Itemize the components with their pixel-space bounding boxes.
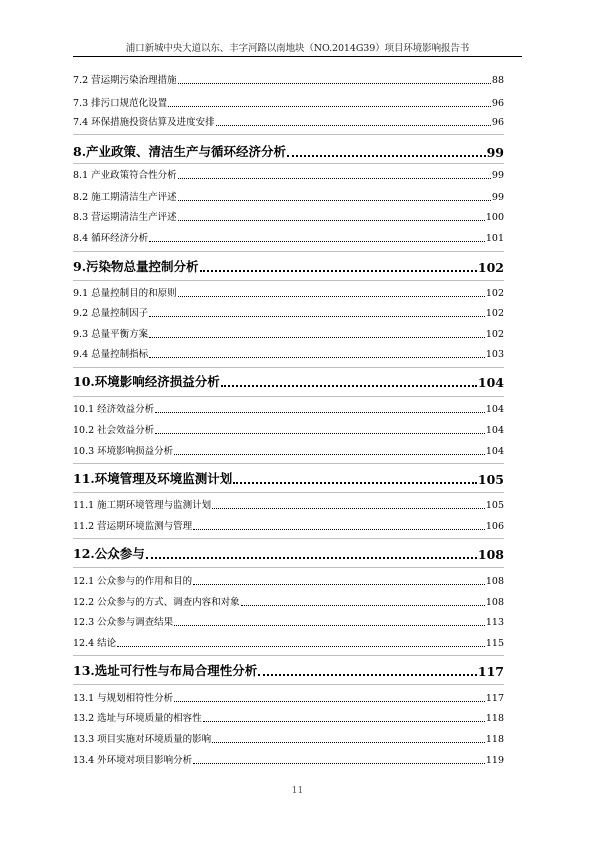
toc-entry[interactable] [73, 230, 504, 244]
toc-entry-page: 102 [485, 329, 504, 340]
toc-entry[interactable] [73, 346, 504, 360]
toc-entry-title: 8.3 营运期清洁生产评述 [73, 212, 177, 223]
toc-entry[interactable] [73, 614, 504, 628]
running-header: 浦口新城中央大道以东、丰字河路以南地块（NO.2014G39）项目环境影响报告书 [125, 43, 470, 54]
chapter-separator [73, 567, 504, 568]
toc-leader [287, 152, 486, 157]
toc-entry-page: 104 [485, 446, 504, 457]
toc-entry-title: 13.3 项目实施对环境质量的影响 [73, 734, 212, 745]
toc-entry[interactable] [73, 443, 504, 457]
toc-entry-title: 7.4 环保措施投资估算及进度安排 [73, 117, 215, 128]
toc-entry-page: 102 [485, 288, 504, 299]
toc-leader [149, 355, 485, 358]
toc-leader [178, 81, 491, 84]
toc-entry-title: 12.3 公众参与调查结果 [73, 617, 174, 628]
toc-leader [203, 719, 485, 722]
toc-leader [193, 761, 485, 764]
page-number: 11 [291, 786, 304, 796]
chapter-separator [73, 251, 504, 252]
toc-chapter[interactable] [73, 469, 504, 487]
chapter-separator [73, 492, 504, 493]
toc-entry[interactable] [73, 690, 504, 704]
toc-chapter[interactable] [73, 142, 504, 160]
toc-entry-page: 99 [491, 192, 504, 203]
toc-entry-title: 8.2 施工期清洁生产评述 [73, 192, 177, 203]
toc-entry[interactable] [73, 326, 504, 340]
toc-leader [155, 410, 485, 413]
toc-leader [174, 623, 485, 626]
toc-chapter-page: 105 [477, 472, 504, 487]
toc-leader [212, 506, 485, 509]
toc-chapter[interactable] [73, 372, 504, 390]
toc-entry-title: 8.1 产业政策符合性分析 [73, 170, 177, 181]
toc-entry-page: 104 [485, 404, 504, 415]
toc-leader [216, 123, 491, 126]
toc-chapter-title: 12.公众参与 [73, 546, 145, 561]
toc-entry-page: 104 [485, 425, 504, 436]
toc-entry-page: 119 [485, 755, 504, 766]
toc-chapter[interactable] [73, 544, 504, 562]
toc-leader [174, 452, 485, 455]
toc-entry-title: 10.1 经济效益分析 [73, 404, 155, 415]
toc-entry-page: 118 [485, 713, 504, 724]
toc-entry-title: 12.4 结论 [73, 638, 117, 649]
toc-entry-title: 7.3 排污口规范化设置 [73, 98, 168, 109]
toc-chapter-page: 117 [477, 664, 504, 679]
toc-entry-title: 12.2 公众参与的方式、调查内容和对象 [73, 597, 240, 608]
toc-entry-title: 9.3 总量平衡方案 [73, 329, 149, 340]
toc-entry-title: 8.4 循环经济分析 [73, 233, 149, 244]
toc-entry[interactable] [73, 497, 504, 511]
toc-entry-page: 108 [485, 576, 504, 587]
toc-entry-title: 13.2 选址与环境质量的相容性 [73, 713, 202, 724]
toc-entry[interactable] [73, 573, 504, 587]
toc-entry[interactable] [73, 710, 504, 724]
toc-entry-title: 10.2 社会效益分析 [73, 425, 155, 436]
toc-leader [117, 644, 485, 647]
toc-leader [221, 382, 477, 387]
toc-entry-title: 9.1 总量控制目的和原则 [73, 288, 177, 299]
toc-entry-page: 105 [485, 500, 504, 511]
toc-chapter-title: 9.污染物总量控制分析 [73, 259, 199, 274]
toc-leader [149, 314, 485, 317]
chapter-separator [73, 367, 504, 368]
chapter-separator [73, 163, 504, 164]
toc-entry-title: 9.4 总量控制指标 [73, 349, 149, 360]
toc-entry-title: 11.1 施工期环境管理与监测计划 [73, 500, 212, 511]
chapter-separator [73, 280, 504, 281]
toc-chapter-title: 13.选址可行性与布局合理性分析 [73, 663, 258, 678]
toc-entry[interactable] [73, 422, 504, 436]
toc-chapter-page: 104 [477, 375, 504, 390]
toc-entry[interactable] [73, 635, 504, 649]
toc-entry-page: 102 [485, 308, 504, 319]
toc-entry[interactable] [73, 518, 504, 532]
toc-leader [146, 554, 477, 559]
toc-entry-title: 10.3 环境影响损益分析 [73, 446, 174, 457]
toc-entry-title: 12.1 公众参与的作用和目的 [73, 576, 193, 587]
toc-chapter-page: 108 [477, 547, 504, 562]
toc-entry-page: 113 [485, 617, 504, 628]
toc-entry-page: 106 [485, 521, 504, 532]
toc-chapter-title: 11.环境管理及环境监测计划 [73, 471, 233, 486]
chapter-separator [73, 655, 504, 656]
toc-entry-title: 7.2 营运期污染治理措施 [73, 75, 177, 86]
toc-entry-page: 101 [485, 233, 504, 244]
toc-entry-page: 117 [485, 693, 504, 704]
toc-leader [200, 267, 477, 272]
toc-leader [149, 335, 485, 338]
toc-entry-page: 108 [485, 597, 504, 608]
toc-leader [174, 699, 485, 702]
toc-entry-page: 118 [485, 734, 504, 745]
toc-entry-title: 11.2 营运期环境监测与管理 [73, 521, 193, 532]
toc-leader [241, 603, 485, 606]
toc-entry[interactable] [73, 72, 504, 86]
toc-leader [178, 294, 485, 297]
toc-chapter-title: 8.产业政策、清洁生产与循环经济分析 [73, 144, 287, 159]
toc-leader [168, 104, 491, 107]
toc-leader [212, 740, 485, 743]
header-rule [73, 56, 522, 57]
chapter-separator [73, 463, 504, 464]
toc-entry-page: 99 [491, 170, 504, 181]
toc-entry-title: 9.2 总量控制因子 [73, 308, 149, 319]
toc-entry-page: 88 [491, 75, 504, 86]
toc-leader [258, 671, 477, 676]
toc-leader [149, 239, 485, 242]
toc-entry[interactable] [73, 189, 504, 203]
toc-entry-title: 13.4 外环境对项目影响分析 [73, 755, 193, 766]
toc-chapter-page: 102 [477, 260, 504, 275]
toc-entry[interactable] [73, 209, 504, 223]
toc-entry[interactable] [73, 752, 504, 766]
toc-leader [178, 176, 491, 179]
chapter-separator [73, 134, 504, 135]
toc-leader [233, 479, 477, 484]
toc-entry[interactable] [73, 305, 504, 319]
toc-entry[interactable] [73, 594, 504, 608]
chapter-separator [73, 396, 504, 397]
toc-entry-page: 100 [485, 212, 504, 223]
toc-entry[interactable] [73, 95, 504, 109]
toc-entry[interactable] [73, 731, 504, 745]
chapter-separator [73, 684, 504, 685]
toc-chapter-title: 10.环境影响经济损益分析 [73, 374, 220, 389]
toc-entry-page: 96 [491, 98, 504, 109]
toc-entry-page: 115 [485, 638, 504, 649]
toc-chapter-page: 99 [486, 145, 504, 160]
chapter-separator [73, 538, 504, 539]
toc-entry[interactable] [73, 114, 504, 128]
toc-entry[interactable] [73, 285, 504, 299]
toc-chapter[interactable] [73, 257, 504, 275]
toc-leader [178, 218, 485, 221]
toc-entry-title: 13.1 与规划相符性分析 [73, 693, 174, 704]
toc-leader [155, 431, 485, 434]
toc-entry[interactable] [73, 401, 504, 415]
toc-leader [178, 198, 491, 201]
toc-chapter[interactable] [73, 661, 504, 679]
toc-leader [193, 527, 485, 530]
toc-entry-page: 96 [491, 117, 504, 128]
toc-leader [193, 582, 485, 585]
toc-entry[interactable] [73, 167, 504, 181]
toc-entry-page: 103 [485, 349, 504, 360]
